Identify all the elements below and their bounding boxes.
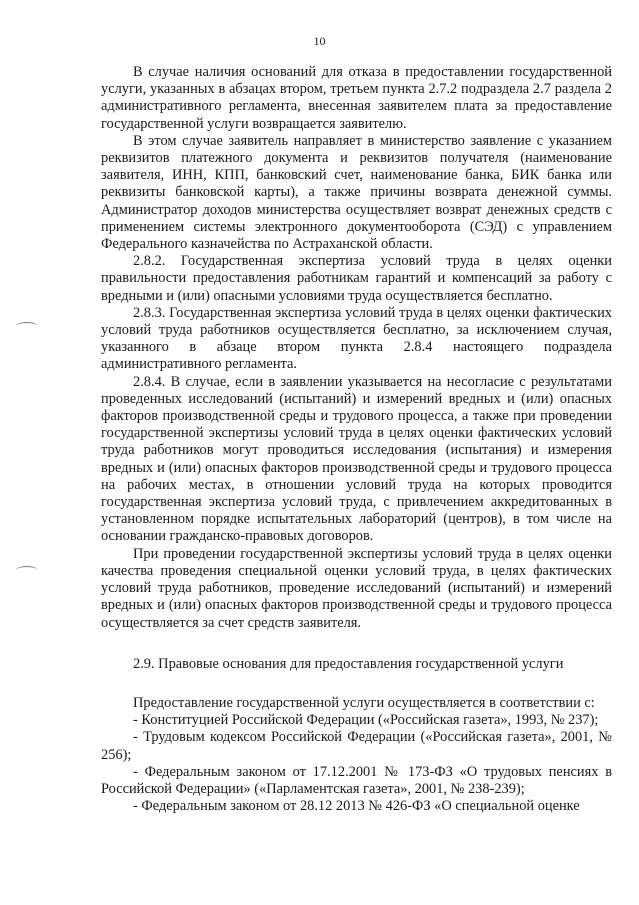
scan-artifact-mark: [16, 322, 38, 331]
document-body: [101, 64, 612, 815]
page-number: 10: [313, 34, 326, 48]
paragraph: 2.8.3. Государственная экспертиза условий труда в целях оценки фактических условий труда работников осуществляется бесплатно, за исключением случая, указанного в абзаце втором пункта 2.8.4 настоящего подраздела административного регламента.: [101, 304, 612, 373]
paragraph: 2.8.4. В случае, если в заявлении указывается на несогласие с результатами проведенных исследований (испытаний) и измерений вредных и (или) опасных факторов производственной среды и трудового процесса, а также при проведении государственной экспертизы условий труда в целях оценки фактических условий труда работников могут проводиться исследования (испытания) и измерения вредных и (или) опасных факторов производственной среды и трудового процесса на рабочих местах, в отношении условий труда на которых проводится государственная экспертиза условий труда, с привлечением аккредитованных в установленном порядке испытательных лабораторий (центров), в том числе на основании гражданско-правовых договоров.: [101, 373, 612, 545]
section-heading: 2.9. Правовые основания для предоставления государственной услуги: [133, 655, 564, 672]
list-item: - Федеральным законом от 17.12.2001 № 173-ФЗ «О трудовых пенсиях в Российской Федерации» («Парламентская газета», 2001, № 238-239);: [101, 763, 612, 797]
paragraph: При проведении государственной экспертизы условий труда в целях оценки качества проведения специальной оценки условий труда, в целях фактических условий труда работников, проведение исследований (испытаний) и измерений вредных и (или) опасных факторов производственной среды и трудового процесса осуществляется за счет средств заявителя.: [101, 545, 612, 631]
list-item: - Трудовым кодексом Российской Федерации («Российская газета», 2001, № 256);: [101, 729, 612, 763]
scan-artifact-mark: [16, 566, 38, 575]
paragraph: 2.8.2. Государственная экспертиза условий труда в целях оценки правильности предоставления работникам гарантий и компенсаций за работу с вредными и (или) опасными условиями труда осуществляется бесплатно.: [101, 253, 612, 304]
paragraph: В случае наличия оснований для отказа в предоставлении государственной услуги, указанных в абзацах втором, третьем пункта 2.7.2 подраздела 2.7 раздела 2 административного регламента, внесенная заявителем плата за предоставление государственной услуги возвращается заявителю.: [101, 64, 612, 132]
list-item: - Федеральным законом от 28.12 2013 № 426-ФЗ «О специальной оценке: [133, 798, 580, 815]
list-item: - Конституцией Российской Федерации («Российская газета», 1993, № 237);: [133, 712, 599, 729]
paragraph: Предоставление государственной услуги осуществляется в соответствии с:: [133, 694, 595, 711]
paragraph: В этом случае заявитель направляет в министерство заявление с указанием реквизитов платежного документа и реквизитов получателя (наименование заявителя, ИНН, КПП, банковский счет, наименование банка, БИК банка или реквизиты банковской карты), а также причины возврата денежной суммы. Администратор доходов министерства осуществляет возврат денежных средств с применением системы электронного документооборота (СЭД) с управлением Федерального казначейства по Астраханской области.: [101, 132, 612, 253]
